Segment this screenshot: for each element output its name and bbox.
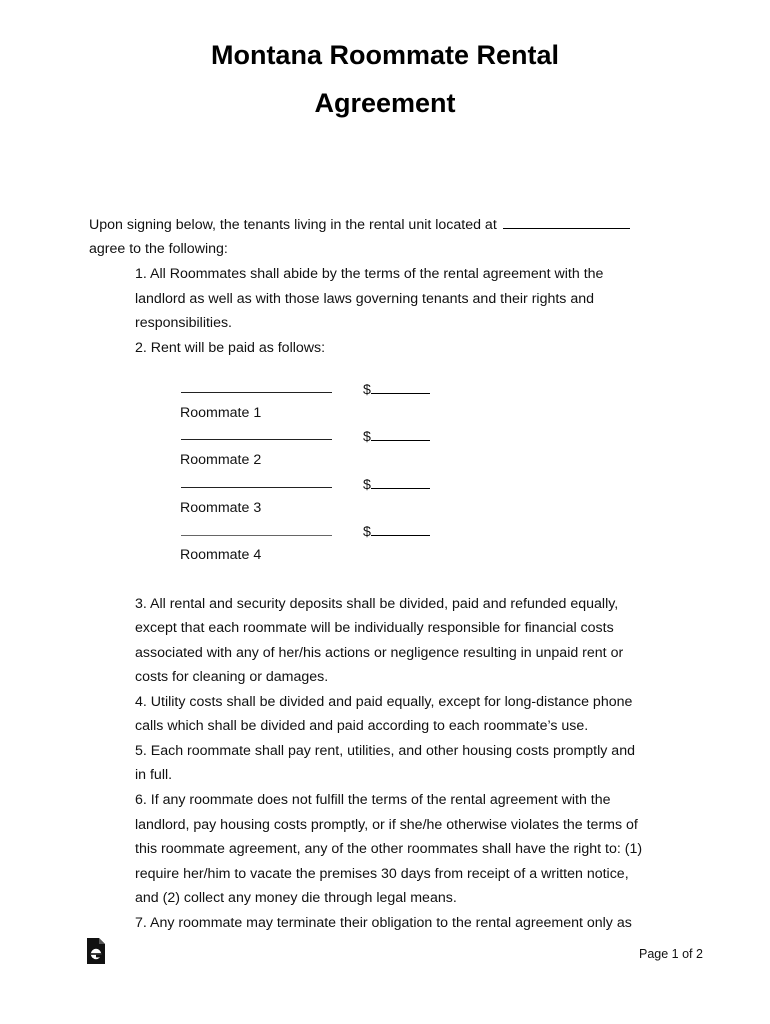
roommate-3-name-field[interactable] <box>181 487 332 488</box>
eforms-logo-icon <box>87 938 105 964</box>
currency-symbol: $ <box>363 524 371 540</box>
item-4-line-2: calls which shall be divided and paid according to each roommate’s use. <box>135 718 589 734</box>
roommate-4-amount[interactable] <box>363 523 430 541</box>
item-6-line-1: 6. If any roommate does not fulfill the terms of the rental agreement with the <box>135 792 611 808</box>
item-3-line-3: associated with any of her/his actions or negligence resulting in unpaid rent or <box>135 645 624 661</box>
page-number: Page 1 of 2 <box>639 947 703 961</box>
roommate-2-name-field[interactable] <box>181 439 332 440</box>
roommate-3-label: Roommate 3 <box>180 500 262 516</box>
item-5-line-2: in full. <box>135 767 173 783</box>
item-4-line-1: 4. Utility costs shall be divided and paid equally, except for long-distance phone <box>135 694 633 710</box>
roommate-1-amount[interactable] <box>363 381 430 399</box>
roommate-2-label: Roommate 2 <box>180 452 262 468</box>
item-2-line-1: 2. Rent will be paid as follows: <box>135 340 326 356</box>
roommate-4-label: Roommate 4 <box>180 547 262 563</box>
item-3-line-2: except that each roommate will be individually responsible for financial costs <box>135 620 614 636</box>
roommate-2-amount[interactable] <box>363 428 430 446</box>
roommate-4-amount-field[interactable] <box>371 523 430 536</box>
document-title-line-2: Agreement <box>314 88 456 118</box>
item-1-line-2: landlord as well as with those laws governing tenants and their rights and <box>135 291 594 307</box>
roommate-2-amount-field[interactable] <box>371 428 430 441</box>
item-3-line-1: 3. All rental and security deposits shall be divided, paid and refunded equally, <box>135 596 619 612</box>
item-6-line-2: landlord, pay housing costs promptly, or if she/he otherwise violates the terms of <box>135 817 638 833</box>
item-6-line-5: and (2) collect any money die through legal means. <box>135 890 457 906</box>
item-5-line-1: 5. Each roommate shall pay rent, utilities, and other housing costs promptly and <box>135 743 635 759</box>
item-7-line-1: 7. Any roommate may terminate their obligation to the rental agreement only as <box>135 915 632 931</box>
intro-line-2: agree to the following: <box>89 241 228 257</box>
item-3-line-4: costs for cleaning or damages. <box>135 669 329 685</box>
currency-symbol: $ <box>363 429 371 445</box>
currency-symbol: $ <box>363 477 371 493</box>
document-title-line-1: Montana Roommate Rental <box>210 40 560 70</box>
roommate-4-name-field[interactable] <box>181 535 332 536</box>
item-1-line-3: responsibilities. <box>135 315 232 331</box>
item-6-line-3: this roommate agreement, any of the other roommates shall have the right to: (1) <box>135 841 643 857</box>
intro-paragraph <box>89 216 630 234</box>
roommate-1-amount-field[interactable] <box>371 381 430 394</box>
roommate-3-amount-field[interactable] <box>371 476 430 489</box>
roommate-3-amount[interactable] <box>363 476 430 494</box>
item-1-line-1: 1. All Roommates shall abide by the terms of the rental agreement with the <box>135 266 604 282</box>
roommate-1-name-field[interactable] <box>181 392 332 393</box>
intro-text: Upon signing below, the tenants living in the rental unit located at <box>89 217 497 233</box>
item-6-line-4: require her/him to vacate the premises 30 days from receipt of a written notice, <box>135 866 629 882</box>
roommate-1-label: Roommate 1 <box>180 405 262 421</box>
currency-symbol: $ <box>363 382 371 398</box>
address-blank-field[interactable] <box>503 216 630 229</box>
